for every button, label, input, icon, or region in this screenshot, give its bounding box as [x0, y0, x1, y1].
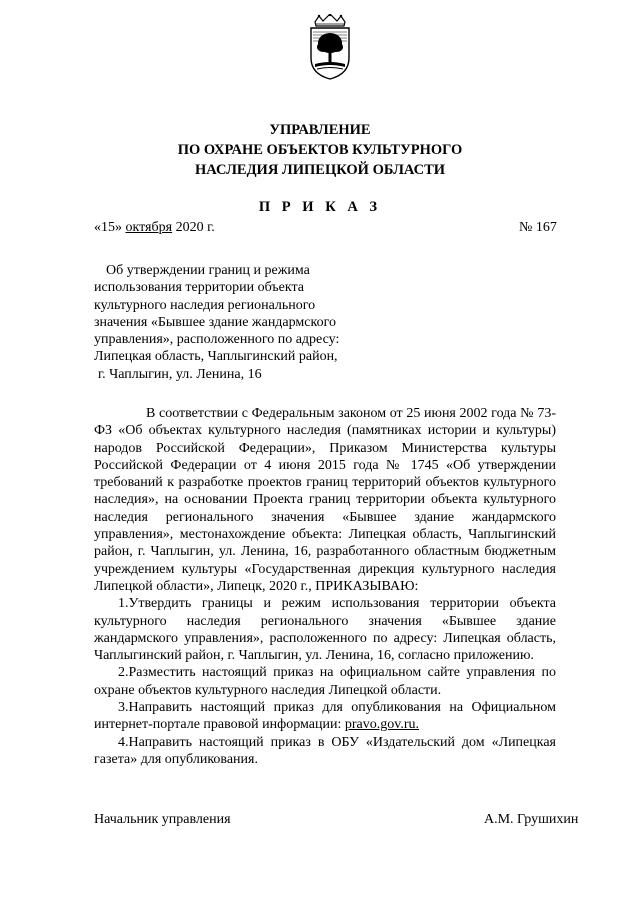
org-line-3: НАСЛЕДИЯ ЛИПЕЦКОЙ ОБЛАСТИ — [194, 162, 446, 178]
order-item-3 — [94, 699, 556, 734]
signatory-name: А.М. Грушихин — [484, 812, 579, 827]
subject-line: культурного наследия регионального — [94, 297, 316, 313]
subject-line: Об утверждении границ и режима — [106, 263, 310, 278]
order-number: № 167 — [519, 220, 557, 235]
order-subject — [94, 262, 384, 383]
date-year: 2020 г. — [175, 220, 215, 235]
order-date — [94, 220, 215, 236]
subject-line: значения «Бывшее здание жандармского — [94, 314, 336, 330]
preamble-paragraph: В соответствии с Федеральным законом от 25 июня 2002 года № 73-ФЗ «Об объектах культурного наследия (памятниках истории и культуры) народов Российской Федерации», Приказом Министерства культуры Российской Федерации от 4 июня 2015 года № 1745 «Об утверждении требований к разработке проектов границ территорий объектов культурного наследия», на основании Проекта границ территории объекта культурного наследия регионального значения «Бывшее здание жандармского управления», местонахождение объекта: Липецкая область, Чаплыгинский район, г. Чаплыгин, ул. Ленина, 16, разработанного областным бюджетным учреждением культуры «Государственная дирекция культурного наследия Липецкой области», Липецк, 2020 г., ПРИКАЗЫВАЮ: — [94, 406, 556, 594]
subject-line: Липецкая область, Чаплыгинский район, — [94, 349, 338, 365]
order-item-3-text: 3.Направить настоящий приказ для опубликования на Официальном интернет-портале правовой информации: — [94, 700, 556, 733]
signatory-position: Начальник управления — [94, 812, 231, 827]
coat-of-arms-icon — [305, 14, 355, 80]
document-type-title: П Р И К А З — [258, 199, 382, 215]
org-line-2: ПО ОХРАНЕ ОБЪЕКТОВ КУЛЬТУРНОГО — [177, 142, 463, 158]
order-body — [94, 405, 556, 768]
pravo-gov-link[interactable]: pravo.gov.ru. — [344, 717, 419, 733]
organization-heading — [0, 120, 640, 180]
subject-line: управления», расположенного по адресу: — [94, 332, 340, 348]
subject-line: использования территории объекта — [94, 280, 304, 296]
subject-line: г. Чаплыгин, ул. Ленина, 16 — [98, 366, 262, 382]
order-item-4: 4.Направить настоящий приказ в ОБУ «Издательский дом «Липецкая газета» для опубликования. — [94, 734, 556, 767]
order-item-2: 2.Разместить настоящий приказ на официальном сайте управления по охране объектов культурного наследия Липецкой области. — [94, 665, 556, 698]
date-month: октября — [125, 220, 173, 235]
org-line-1: УПРАВЛЕНИЕ — [269, 122, 371, 138]
date-day: «15» — [94, 220, 122, 235]
order-item-1: 1.Утвердить границы и режим использования территории объекта культурного наследия регионального значения «Бывшее здание жандармского управления», расположенного по адресу: Липецкая область, Чаплыгинский район, г. Чаплыгин, ул. Ленина, 16, согласно приложению. — [94, 596, 556, 664]
